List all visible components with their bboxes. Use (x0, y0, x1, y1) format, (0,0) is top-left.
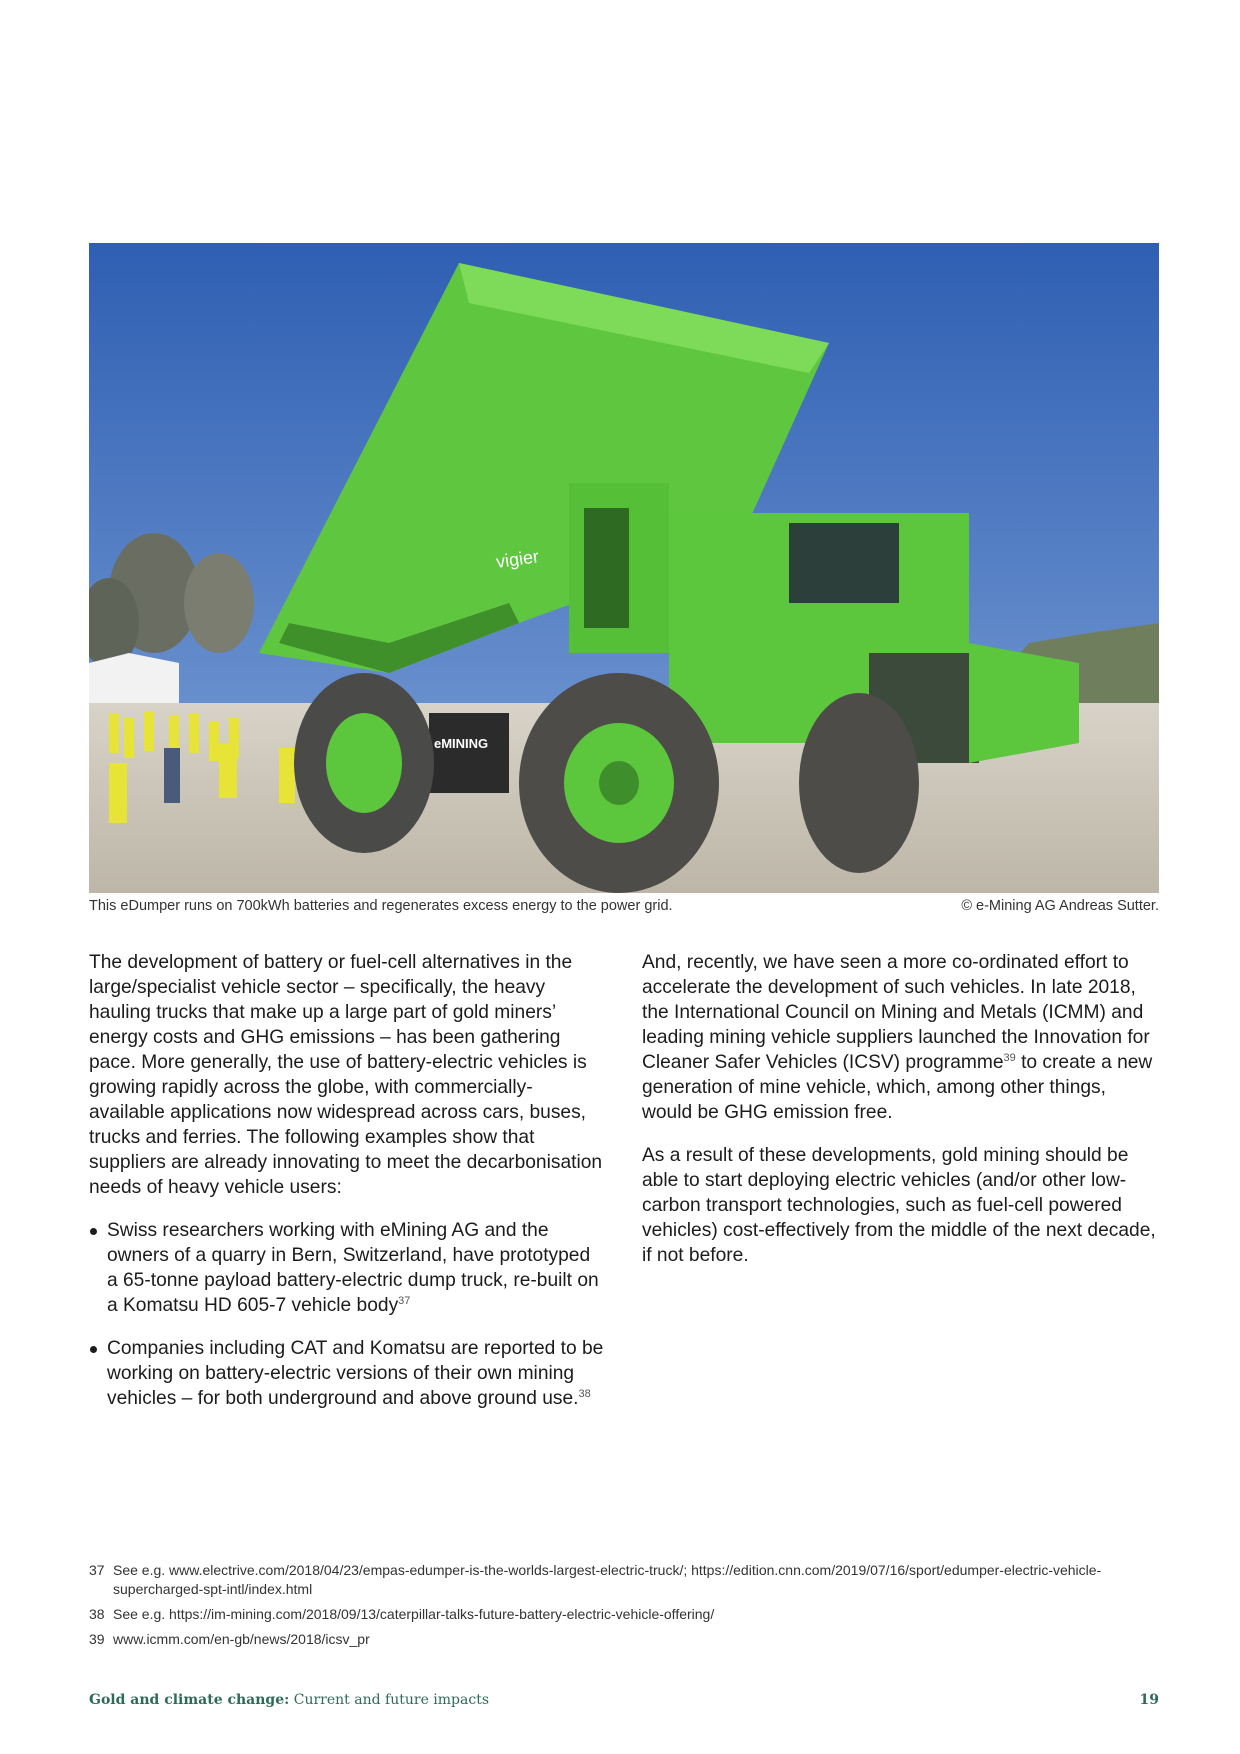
footnotes (89, 1561, 1159, 1655)
front-wheel (519, 673, 719, 893)
intro-paragraph: The development of battery or fuel-cell alternatives in the large/specialist vehicle sector – specifically, the heavy hauling trucks that make up a large part of gold miners’ energy costs and GHG emissions – has been gathering pace. More generally, the use of battery-electric vehicles is growing rapidly across the globe, with commercially-available applications now widespread across cars, buses, trucks and ferries. The following examples show that suppliers are already innovating to meet the decarbonisation needs of heavy vehicle users: (89, 952, 603, 1198)
battery-grille (584, 508, 629, 628)
cab-window (789, 523, 899, 603)
footnote: 37 See e.g. www.electrive.com/2018/04/23/empas-edumper-is-the-worlds-largest-electric-truck/; https://edition.cnn.com/2019/07/16/sport/edumper-electric-vehicle-supercharged-spt-intl/index.html (89, 1562, 1102, 1597)
edumper-illustration (89, 243, 1159, 893)
footnote-ref[interactable]: 37 (398, 1295, 411, 1307)
footnote: 38 See e.g. https://im-mining.com/2018/09/13/caterpillar-talks-future-battery-electric-vehicle-offering/ (89, 1606, 715, 1622)
stairs (969, 643, 1079, 763)
photo-caption: This eDumper runs on 700kWh batteries and regenerates excess energy to the power grid. (89, 898, 673, 914)
footer-title-rest: Current and future impacts (289, 1692, 490, 1708)
vigier-logo: vigier (494, 546, 541, 572)
page-number: 19 (1139, 1692, 1159, 1708)
footnote-ref[interactable]: 38 (578, 1388, 591, 1400)
footnote-ref[interactable]: 39 (1003, 1052, 1016, 1064)
right-column (642, 950, 1158, 1286)
mudguard (429, 713, 509, 793)
list-item: Companies including CAT and Komatsu are reported to be working on battery-electric versions of their own mining vehicles – for both underground and above ground use.$^{38}$ (89, 1336, 604, 1411)
rear-wheel (294, 673, 434, 853)
footer-title-bold: Gold and climate change: (89, 1692, 290, 1708)
conclusion-paragraph: As a result of these developments, gold mining should be able to start deploying electric vehicles (and/or other low-carbon transport technologies, such as fuel-cell powered vehicles) cost-effectively from the middle of the next decade, if not before. (642, 1145, 1156, 1266)
footnote: 39 www.icmm.com/en-gb/news/2018/icsv_pr (89, 1631, 370, 1647)
icsv-paragraph: And, recently, we have seen a more co-ordinated effort to accelerate the development of such vehicles. In late 2018, the International Council on Mining and Metals (ICMM) and leading mining vehicle suppliers launched the Innovation for Cleaner Safer Vehicles (ICSV) programme$^{39}$ to create a new generation of mine vehicle, which, among other things, would be GHG emission free. (642, 952, 1153, 1123)
emining-logo: eMINING (434, 736, 489, 751)
examples-list (89, 1218, 604, 1411)
photo-credit: © e-Mining AG Andreas Sutter. (961, 898, 1159, 914)
page-footer (89, 1692, 1159, 1708)
left-column (89, 950, 604, 1429)
right-wheel (799, 693, 919, 873)
truck-photo (89, 243, 1159, 893)
list-item: Swiss researchers working with eMining AG and the owners of a quarry in Bern, Switzerland, have prototyped a 65-tonne payload battery-electric dump truck, re-built on a Komatsu HD 605-7 vehicle body$^{37}$ (89, 1218, 604, 1318)
